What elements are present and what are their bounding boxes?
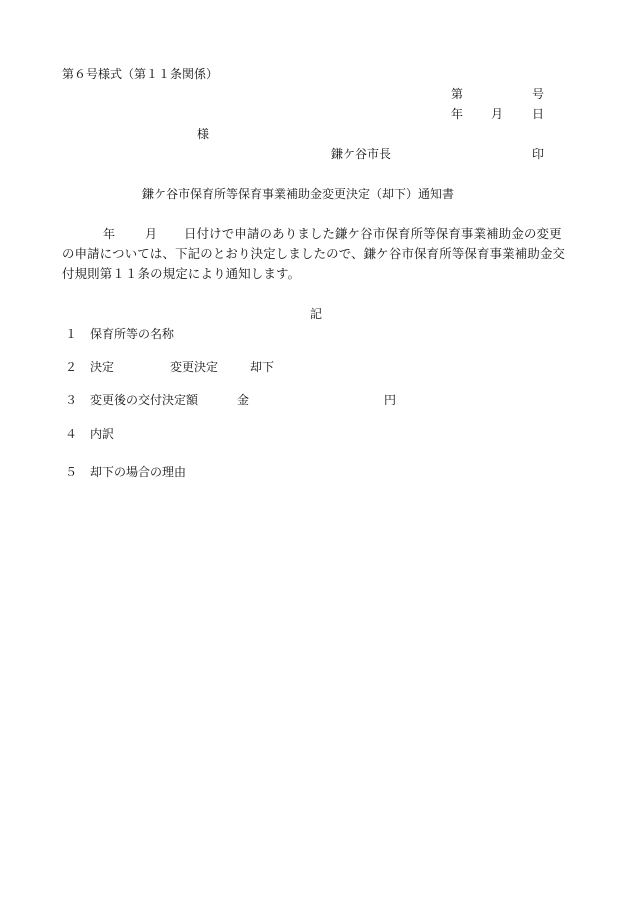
date-day: 日 (532, 107, 545, 121)
item-label-rejection-reason: 却下の場合の理由 (90, 465, 187, 479)
amount-prefix: 金 (237, 393, 250, 407)
document-title: 鎌ケ谷市保育所等保育事業補助金変更決定（却下）通知書 (142, 187, 455, 201)
date-year: 年 (451, 107, 464, 121)
item-number: ３ (65, 393, 78, 407)
seal-mark: 印 (532, 147, 545, 161)
form-label: 第６号様式（第１１条関係） (62, 67, 219, 81)
item-number: １ (65, 327, 78, 341)
option-rejection: 却下 (250, 360, 275, 374)
date-month: 月 (491, 107, 504, 121)
item-label-decision: 決定 (90, 360, 115, 374)
item-label-breakdown: 内訳 (90, 427, 115, 441)
body-paragraph: 日付けで申請のありました鎌ケ谷市保育所等保育事業補助金の変更の申請については、下記のとおり決定しましたので、鎌ケ谷市保育所等保育事業補助金交付規則第１１条の規定により通知します。 (62, 226, 566, 281)
item-number: ２ (65, 360, 78, 374)
item-label-facility-name: 保育所等の名称 (90, 327, 175, 341)
number-prefix: 第 (451, 87, 464, 101)
item-number: ４ (65, 427, 78, 441)
item-number: ５ (65, 465, 78, 479)
item-label-grant-amount: 変更後の交付決定額 (90, 393, 199, 407)
body-date-month: 月 (145, 227, 158, 241)
amount-unit: 円 (384, 393, 397, 407)
sender-name: 鎌ケ谷市長 (331, 147, 392, 161)
ki-heading: 記 (310, 307, 323, 321)
number-suffix: 号 (532, 87, 545, 101)
addressee-suffix: 様 (197, 127, 210, 141)
option-change-decision: 変更決定 (170, 360, 219, 374)
body-date-year: 年 (103, 227, 116, 241)
